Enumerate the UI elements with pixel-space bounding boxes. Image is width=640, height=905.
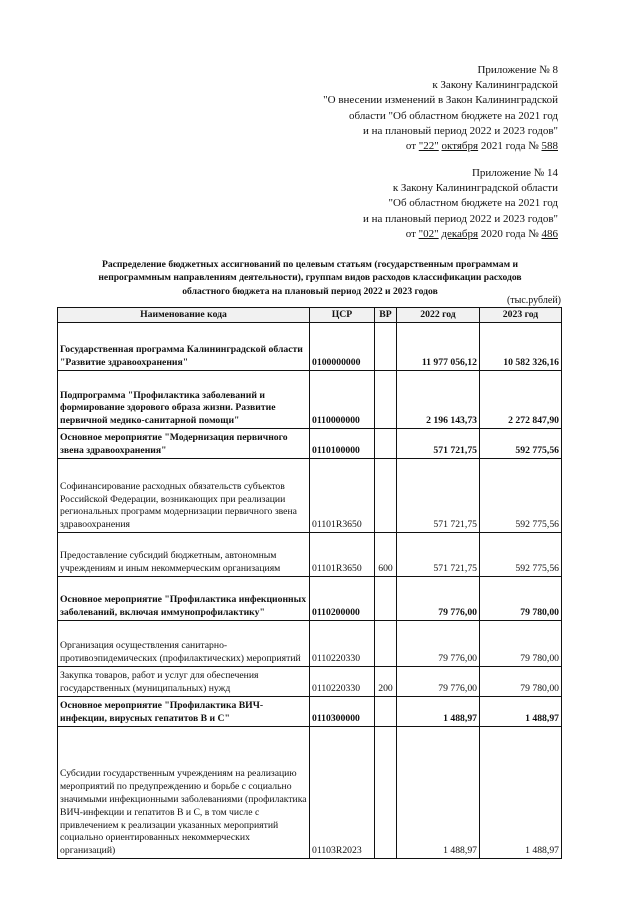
title-line: областного бюджета на плановый период 2022 и 2023 годов [182,285,438,297]
date-rest: 2020 года № [478,227,542,240]
table-row [58,371,562,429]
row-csr: 0100000000 [310,323,375,371]
appendix-14-date [363,227,558,242]
row-vr [375,727,397,859]
document-title [60,258,560,298]
date-rest: 2021 года № [478,140,542,153]
date-prefix: от [405,227,419,240]
row-name: Закупка товаров, работ и услуг для обеспечения государственных (муниципальных) нужд [58,667,310,697]
header-2022: 2022 год [397,308,480,323]
appendix-8-date [323,139,558,154]
row-vr [375,429,397,459]
appendix-14-line: Приложение № 14 [471,167,558,179]
row-name: Государственная программа Калининградской области "Развитие здравоохранения" [58,323,310,371]
row-csr: 01101R3650 [310,459,375,533]
row-name: Субсидии государственным учреждениям на реализацию мероприятий по предупреждению и борьбе с социально значимыми инфекционными заболеваниями (профилактика ВИЧ-инфекции и гепатитов В и С, в том числе с привлечением к реализации указанных мероприятий социально ориентированных некоммерческих организаций) [58,727,310,859]
appendix-14-line: к Закону Калининградской области [392,182,558,195]
row-2022: 79 776,00 [397,621,480,667]
appendix-14-line: и на плановый период 2022 и 2023 годов" [362,212,558,225]
unit-label: (тыс.рублей) [506,295,561,306]
table-row [58,621,562,667]
row-2022: 79 776,00 [397,577,480,621]
row-2022: 1 488,97 [397,727,480,859]
table-row [58,323,562,371]
table-row [58,533,562,577]
row-vr: 200 [375,667,397,697]
title-line: непрограммным направлениям деятельности), группам видов расходов классификации расходов [98,272,522,284]
appendix-14-header [363,166,558,242]
row-csr: 0110100000 [310,429,375,459]
row-name: Предоставление субсидий бюджетным, автономным учреждениям и иным некоммерческим организациям [58,533,310,577]
table-row [58,459,562,533]
date-day: "22" [418,140,439,153]
row-2022: 2 196 143,73 [397,371,480,429]
row-2023: 79 780,00 [480,577,562,621]
row-2023: 592 775,56 [480,533,562,577]
table-row [58,697,562,727]
header-csr: ЦСР [310,308,375,323]
row-csr: 0110000000 [310,371,375,429]
row-csr: 0110220330 [310,667,375,697]
row-2023: 592 775,56 [480,459,562,533]
appendix-8-line: "О внесении изменений в Закон Калининградской [323,94,558,107]
appendix-8-header [323,63,558,154]
table-row [58,429,562,459]
row-vr [375,621,397,667]
row-csr: 0110300000 [310,697,375,727]
row-2023: 79 780,00 [480,667,562,697]
row-csr: 0110200000 [310,577,375,621]
row-name: Основное мероприятие "Профилактика инфекционных заболеваний, включая иммунопрофилактику" [58,577,310,621]
appendix-8-line: к Закону Калининградской [432,79,558,92]
table-row [58,577,562,621]
appendix-14-line: "Об областном бюджете на 2021 год [388,197,558,210]
row-csr: 01103R2023 [310,727,375,859]
row-vr [375,323,397,371]
date-prefix: от [405,140,419,153]
row-2022: 571 721,75 [397,429,480,459]
date-month: октября [441,140,479,153]
row-2023: 1 488,97 [480,727,562,859]
title-line: Распределение бюджетных ассигнований по целевым статьям (государственным программам и [101,259,519,270]
row-2022: 571 721,75 [397,533,480,577]
row-name: Подпрограмма "Профилактика заболеваний и формирование здорового образа жизни. Развитие первичной медико-санитарной помощи" [58,371,310,429]
row-vr [375,459,397,533]
row-vr [375,697,397,727]
row-vr [375,371,397,429]
row-name: Основное мероприятие "Профилактика ВИЧ-инфекции, вирусных гепатитов В и С" [58,697,310,727]
header-vr: ВР [375,308,397,323]
row-2023: 592 775,56 [480,429,562,459]
row-2023: 79 780,00 [480,621,562,667]
date-day: "02" [418,227,439,240]
row-2022: 11 977 056,12 [397,323,480,371]
table-row [58,727,562,859]
row-name: Основное мероприятие "Модернизация первичного звена здравоохранения" [58,429,310,459]
date-month: декабря [441,227,479,240]
row-2023: 10 582 326,16 [480,323,562,371]
row-2022: 1 488,97 [397,697,480,727]
appendix-8-line: области "Об областном бюджете на 2021 год [349,109,558,122]
row-2022: 571 721,75 [397,459,480,533]
row-vr [375,577,397,621]
table-header-row [58,308,562,323]
table-row [58,667,562,697]
row-2023: 2 272 847,90 [480,371,562,429]
row-vr: 600 [375,533,397,577]
header-name: Наименование кода [58,308,310,323]
appendix-8-line: Приложение № 8 [477,64,558,76]
row-2023: 1 488,97 [480,697,562,727]
row-name: Организация осуществления санитарно-противоэпидемических (профилактических) мероприятий [58,621,310,667]
header-2023: 2023 год [480,308,562,323]
appendix-8-line: и на плановый период 2022 и 2023 годов" [362,124,558,137]
row-name: Софинансирование расходных обязательств субъектов Российской Федерации, возникающих при реализации региональных программ модернизации первичного звена здравоохранения [58,459,310,533]
row-2022: 79 776,00 [397,667,480,697]
law-number: 486 [541,227,558,240]
row-csr: 01101R3650 [310,533,375,577]
law-number: 588 [541,140,558,153]
budget-table [57,307,562,859]
row-csr: 0110220330 [310,621,375,667]
